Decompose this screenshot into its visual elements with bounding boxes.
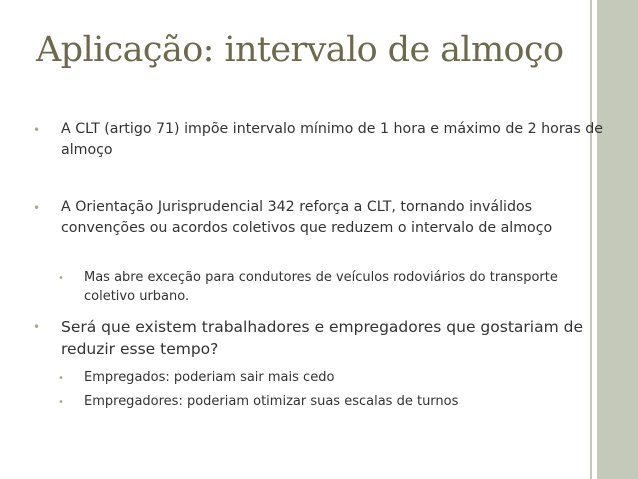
sub-bullet-text: Empregadores: poderiam otimizar suas escalas de turnos — [84, 394, 459, 409]
bullet-text: Será que existem trabalhadores e empregadores que gostariam de reduzir esse tempo? — [61, 318, 583, 359]
sub-bullet-marker: • — [58, 373, 64, 384]
decorative-side-bar — [597, 0, 638, 479]
sub-bullet-item — [58, 393, 584, 412]
sub-bullet-marker: • — [58, 273, 64, 284]
decorative-vertical-line — [590, 0, 592, 479]
bullet-text: A Orientação Jurisprudencial 342 reforça a CLT, tornando inválidos convenções ou acordos coletivos que reduzem o intervalo de almoço — [61, 199, 553, 236]
bullet-text: A CLT (artigo 71) impõe intervalo mínimo de 1 hora e máximo de 2 horas de almoço — [61, 121, 603, 158]
bullet-item — [33, 316, 611, 361]
bullet-marker: • — [33, 320, 41, 334]
bullet-marker: • — [33, 201, 41, 215]
sub-bullet-text: Mas abre exceção para condutores de veículos rodoviários do transporte coletivo urbano. — [84, 270, 558, 304]
sub-bullet-text: Empregados: poderiam sair mais cedo — [84, 370, 335, 385]
slide-title: Aplicação: intervalo de almoço — [36, 30, 564, 70]
bullet-item — [33, 119, 611, 160]
bullet-marker: • — [33, 123, 41, 137]
sub-bullet-item — [58, 369, 584, 388]
sub-bullet-item — [58, 269, 584, 307]
bullet-item — [33, 197, 611, 238]
sub-bullet-marker: • — [58, 397, 64, 408]
